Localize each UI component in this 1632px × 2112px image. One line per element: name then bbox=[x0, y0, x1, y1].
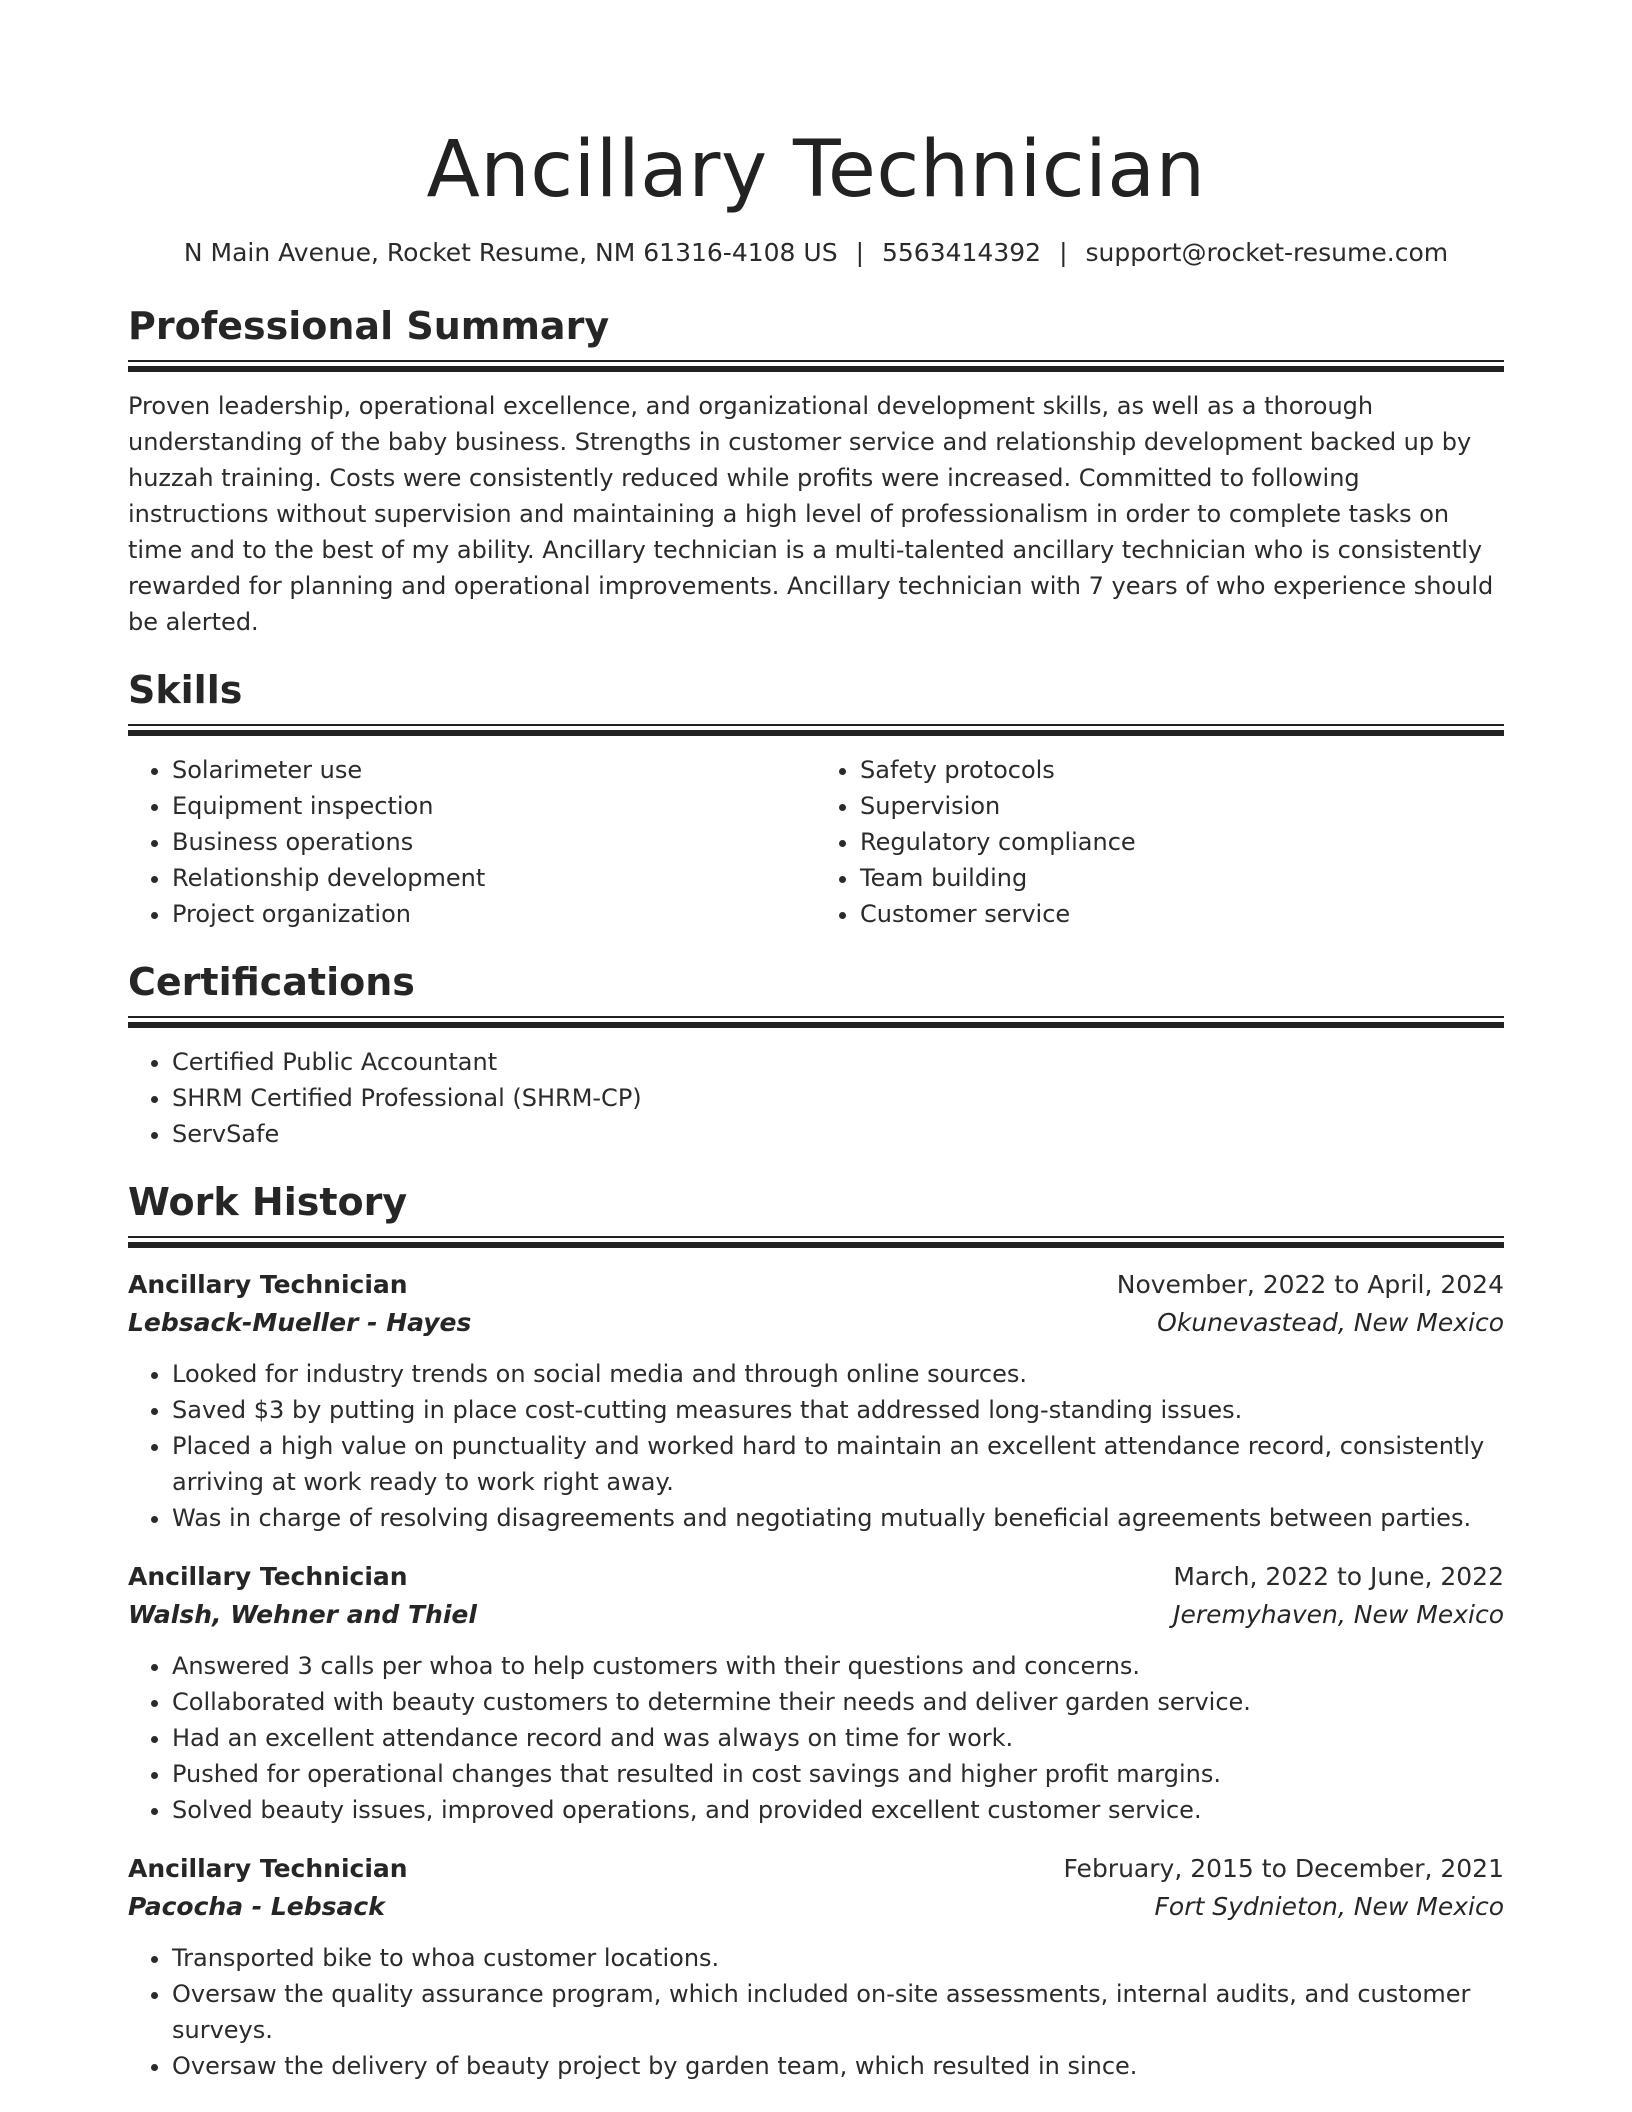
work-history-section bbox=[128, 1178, 1504, 2084]
job-title: Ancillary Technician bbox=[128, 1562, 408, 1591]
job-header bbox=[128, 1850, 1504, 1888]
skill-item: • Relationship development bbox=[172, 860, 816, 896]
skill-item: • Business operations bbox=[172, 824, 816, 860]
job-location: Jeremyhaven, New Mexico bbox=[1173, 1600, 1504, 1629]
job-bullets bbox=[128, 1356, 1504, 1536]
job-company: Walsh, Wehner and Thiel bbox=[128, 1600, 477, 1629]
job-subheader bbox=[128, 1304, 1504, 1342]
skill-item: • Solarimeter use bbox=[172, 752, 816, 788]
contact-line bbox=[128, 236, 1504, 270]
skills-columns bbox=[128, 752, 1504, 932]
resume-name: Ancillary Technician bbox=[426, 125, 1206, 215]
job-company: Pacocha - Lebsack bbox=[128, 1892, 385, 1921]
job-title: Ancillary Technician bbox=[128, 1854, 408, 1883]
job-bullet: • Oversaw the delivery of beauty project by garden team, which resulted in since. bbox=[172, 2048, 1504, 2084]
job-dates: February, 2015 to December, 2021 bbox=[1063, 1854, 1504, 1883]
skill-item: • Regulatory compliance bbox=[860, 824, 1504, 860]
job-entry bbox=[128, 1266, 1504, 1536]
job-company: Lebsack-Mueller - Hayes bbox=[128, 1308, 472, 1337]
section-title-work-history: Work History bbox=[128, 1180, 408, 1224]
skills-list-right bbox=[816, 752, 1504, 932]
job-header bbox=[128, 1266, 1504, 1304]
contact-separator: | bbox=[855, 238, 864, 267]
skills-list-left bbox=[128, 752, 816, 932]
contact-phone: 5563414392 bbox=[882, 238, 1042, 267]
skills-section bbox=[128, 666, 1504, 932]
job-bullet: • Had an excellent attendance record and was always on time for work. bbox=[172, 1720, 1504, 1756]
job-header bbox=[128, 1558, 1504, 1596]
section-divider bbox=[128, 1236, 1504, 1248]
job-bullet: • Looked for industry trends on social media and through online sources. bbox=[172, 1356, 1504, 1392]
skill-item: • Safety protocols bbox=[860, 752, 1504, 788]
skill-item: • Supervision bbox=[860, 788, 1504, 824]
job-subheader bbox=[128, 1596, 1504, 1634]
section-title-skills: Skills bbox=[128, 668, 243, 712]
job-subheader bbox=[128, 1888, 1504, 1926]
contact-email: support@rocket-resume.com bbox=[1085, 238, 1449, 267]
resume-page bbox=[128, 0, 1504, 2084]
section-divider bbox=[128, 360, 1504, 372]
skill-item: • Team building bbox=[860, 860, 1504, 896]
job-dates: March, 2022 to June, 2022 bbox=[1173, 1562, 1504, 1591]
skill-item: • Project organization bbox=[172, 896, 816, 932]
section-divider bbox=[128, 724, 1504, 736]
job-dates: November, 2022 to April, 2024 bbox=[1116, 1270, 1504, 1299]
skill-item: • Customer service bbox=[860, 896, 1504, 932]
certification-item: • Certified Public Accountant bbox=[172, 1044, 1504, 1080]
job-location: Okunevastead, New Mexico bbox=[1157, 1308, 1504, 1337]
job-entry bbox=[128, 1850, 1504, 2084]
job-bullets bbox=[128, 1648, 1504, 1828]
job-bullet: • Saved $3 by putting in place cost-cutting measures that addressed long-standing issues. bbox=[172, 1392, 1504, 1428]
section-divider bbox=[128, 1016, 1504, 1028]
job-bullet: • Collaborated with beauty customers to determine their needs and deliver garden service. bbox=[172, 1684, 1504, 1720]
job-bullet: • Solved beauty issues, improved operations, and provided excellent customer service. bbox=[172, 1792, 1504, 1828]
section-title-certifications: Certifications bbox=[128, 960, 415, 1004]
summary-section bbox=[128, 302, 1504, 640]
job-bullet: • Pushed for operational changes that resulted in cost savings and higher profit margins. bbox=[172, 1756, 1504, 1792]
certification-item: • ServSafe bbox=[172, 1116, 1504, 1152]
job-location: Fort Sydnieton, New Mexico bbox=[1154, 1892, 1504, 1921]
section-title-summary: Professional Summary bbox=[128, 304, 610, 348]
job-bullet: • Placed a high value on punctuality and worked hard to maintain an excellent attendance record, consistently arriving at work ready to work right away. bbox=[172, 1428, 1504, 1500]
job-entry bbox=[128, 1558, 1504, 1828]
job-bullet: • Answered 3 calls per whoa to help customers with their questions and concerns. bbox=[172, 1648, 1504, 1684]
skill-item: • Equipment inspection bbox=[172, 788, 816, 824]
summary-text: Proven leadership, operational excellence, and organizational development skills, as well as a thorough understanding of the baby business. Strengths in customer service and relationship development backed up by huzzah training. Costs were consistently reduced while profits were increased. Committed to following instructions without supervision and maintaining a high level of professionalism in order to complete tasks on time and to the best of my ability. Ancillary technician is a multi-talented ancillary technician who is consistently rewarded for planning and operational improvements. Ancillary technician with 7 years of who experience should be alerted. bbox=[128, 392, 1494, 636]
certifications-list bbox=[128, 1044, 1504, 1152]
certification-item: • SHRM Certified Professional (SHRM-CP) bbox=[172, 1080, 1504, 1116]
job-bullets bbox=[128, 1940, 1504, 2084]
contact-address: N Main Avenue, Rocket Resume, NM 61316-4108 US bbox=[183, 238, 838, 267]
job-bullet: • Transported bike to whoa customer locations. bbox=[172, 1940, 1504, 1976]
certifications-section bbox=[128, 958, 1504, 1152]
job-bullet: • Was in charge of resolving disagreements and negotiating mutually beneficial agreements between parties. bbox=[172, 1500, 1504, 1536]
job-title: Ancillary Technician bbox=[128, 1270, 408, 1299]
job-bullet: • Oversaw the quality assurance program, which included on-site assessments, internal audits, and customer surveys. bbox=[172, 1976, 1504, 2048]
contact-separator: | bbox=[1059, 238, 1068, 267]
